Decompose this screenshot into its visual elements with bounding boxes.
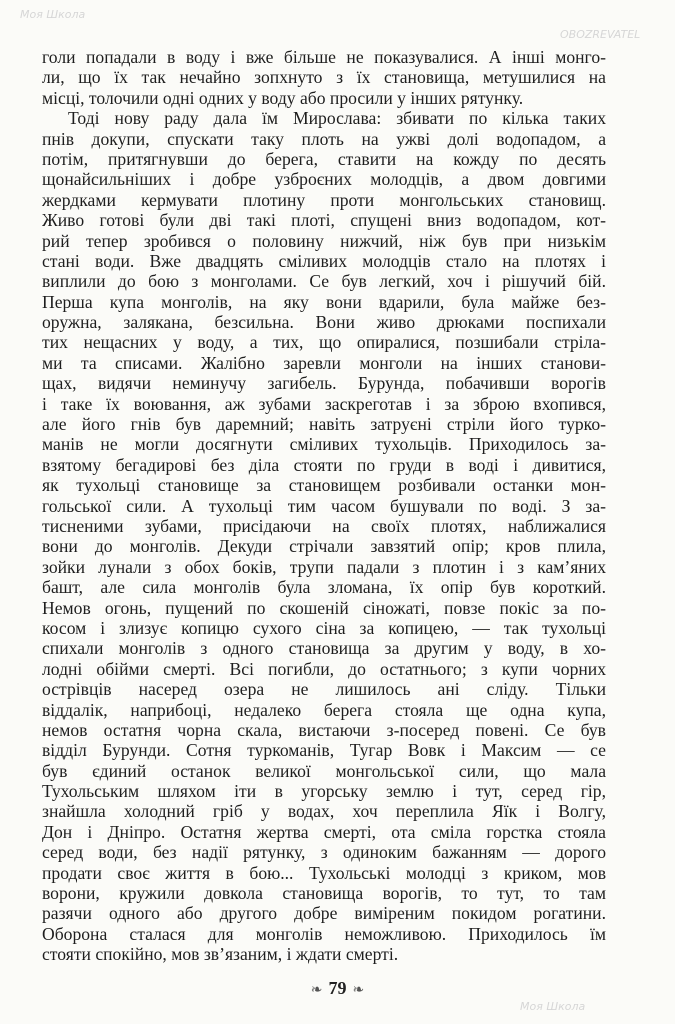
text-line: Перша купа монголів, на яку вони вдарили, була майже без- — [42, 291, 606, 312]
text-line: Тоді нову раду дала їм Мирослава: збивати по кілька таких — [68, 108, 606, 129]
text-line: Дон і Дніпро. Остатня жертва смерті, ота сміла горстка стояла — [42, 821, 606, 842]
text-line: жердками кермувати плотину проти монгольських становищ. — [42, 189, 606, 210]
text-line: пнів докупи, спускати таку плоть на ужві долі водопадом, а — [42, 128, 606, 149]
text-line: ми та списами. Жалібно заревли монголи на інших станови- — [42, 352, 606, 373]
text-line: серед води, без надії рятунку, з одиноким бажанням — дорого — [42, 842, 606, 863]
text-line: Оборона сталася для монголів неможливою. Приходилось їм — [42, 923, 606, 944]
text-line: Тухольським шляхом іти в угорську землю і тут, серед гір, — [42, 781, 606, 802]
text-line: зойки лунали з обох боків, трупи падали з плотин і з кам’яних — [42, 556, 606, 577]
text-line: Живо готові були дві такі плоті, спущені вниз водопадом, кот- — [42, 210, 606, 231]
text-line: манів не могли досягнути сміливих тухольців. Приходилось за- — [42, 434, 606, 455]
text-line: тисненими зубами, присідаючи на своїх плотях, наближалися — [42, 515, 606, 536]
text-line: але його гнів був даремний; навіть затруєні стріли його турко- — [42, 414, 606, 435]
text-line: немов остатня чорна скала, вистаючи з-посеред повені. Се був — [42, 719, 606, 740]
watermark: Моя Школа — [520, 1000, 586, 1013]
text-line: виплили до бою з монголами. Се був легкий, хоч і рішучий бій. — [42, 271, 606, 292]
text-line: башт, але сила монголів була зломана, їх опір був короткий. — [42, 577, 606, 598]
text-line: разячи одного або другого добре виміреним покидом рогатини. — [42, 903, 606, 924]
text-line: оружна, залякана, безсильна. Вони живо дрюками поспихали — [42, 312, 606, 333]
page-number: 79 — [328, 978, 347, 998]
text-line: Немов огонь, пущений по скошеній сіножаті, повзе покіс за по- — [42, 597, 606, 618]
text-line: острівців насеред озера не лишилось ані сліду. Тільки — [42, 679, 606, 700]
text-line: потім, притягнувши до берега, ставити на кожду по десять — [42, 148, 606, 169]
text-line: віддалік, наприбоці, недалеко берега стояла ще одна купа, — [42, 699, 606, 720]
text-line: ворони, кружили довкола становища ворогів, то тут, то там — [42, 883, 606, 904]
text-line: ли, що їх так нечайно зопхнуто з їх становища, метушилися на — [42, 67, 606, 88]
ornament-icon: ❧ — [352, 983, 365, 998]
text-line: гольської сили. А тухольці тим часом бушували по воді. З за- — [42, 495, 606, 516]
text-line: косом і злизує копицю сухого сіна за копицею, — так тухольці — [42, 617, 606, 638]
text-line: щах, видячи неминучу загибель. Бурунда, побачивши ворогів — [42, 373, 606, 394]
page-number-footer — [0, 978, 675, 999]
watermark: OBOZREVATEL — [560, 28, 641, 41]
text-line: вони до монголів. Декуди стрічали завзятий опір; кров плила, — [42, 536, 606, 557]
text-line: щонайсильніших і добре узброєних молодців, а двом довгими — [42, 169, 606, 190]
text-line: стояти спокійно, мов зв’язаним, і ждати смерті. — [42, 944, 399, 965]
text-line: тих нещасних у воду, а тих, що опиралися, позшибали стріла- — [42, 332, 606, 353]
text-line: відділ Бурунди. Сотня туркоманів, Тугар Вовк і Максим — се — [42, 740, 606, 761]
ornament-icon: ❧ — [310, 983, 323, 998]
text-line: був єдиний останок великої монгольської сили, що мала — [42, 760, 606, 781]
text-line: голи попадали в воду і вже більше не показувалися. А інші монго- — [42, 47, 606, 67]
text-line: стані води. Вже двадцять сміливих молодців стало на плотях і — [42, 250, 606, 271]
text-line: спихали монголів з одного становища за другим у воду, в хо- — [42, 638, 606, 659]
text-line: як тухольці становище за становищем розбивали останки мон- — [42, 475, 606, 496]
text-line: взятому бегадирові без діла стояти по груди в воді і дивитися, — [42, 454, 606, 475]
text-line: рий тепер зробився о половину нижчий, ніж був при низькім — [42, 230, 606, 251]
text-line: лодні обійми смерті. Всі погибли, до остатнього; з купи чорних — [42, 658, 606, 679]
text-line: і таке їх воювання, аж зубами заскреготав і за зброю вхопився, — [42, 393, 606, 414]
text-line: продати своє життя в бою... Тухольські молодці з криком, мов — [42, 862, 606, 883]
text-line: місці, толочили одні одних у воду або просили у інших рятунку. — [42, 87, 524, 108]
text-line: знайшла холодний гріб у водах, хоч переплила Яїк і Волгу, — [42, 801, 606, 822]
watermark: Моя Школа — [20, 8, 86, 21]
body-text — [42, 47, 606, 965]
